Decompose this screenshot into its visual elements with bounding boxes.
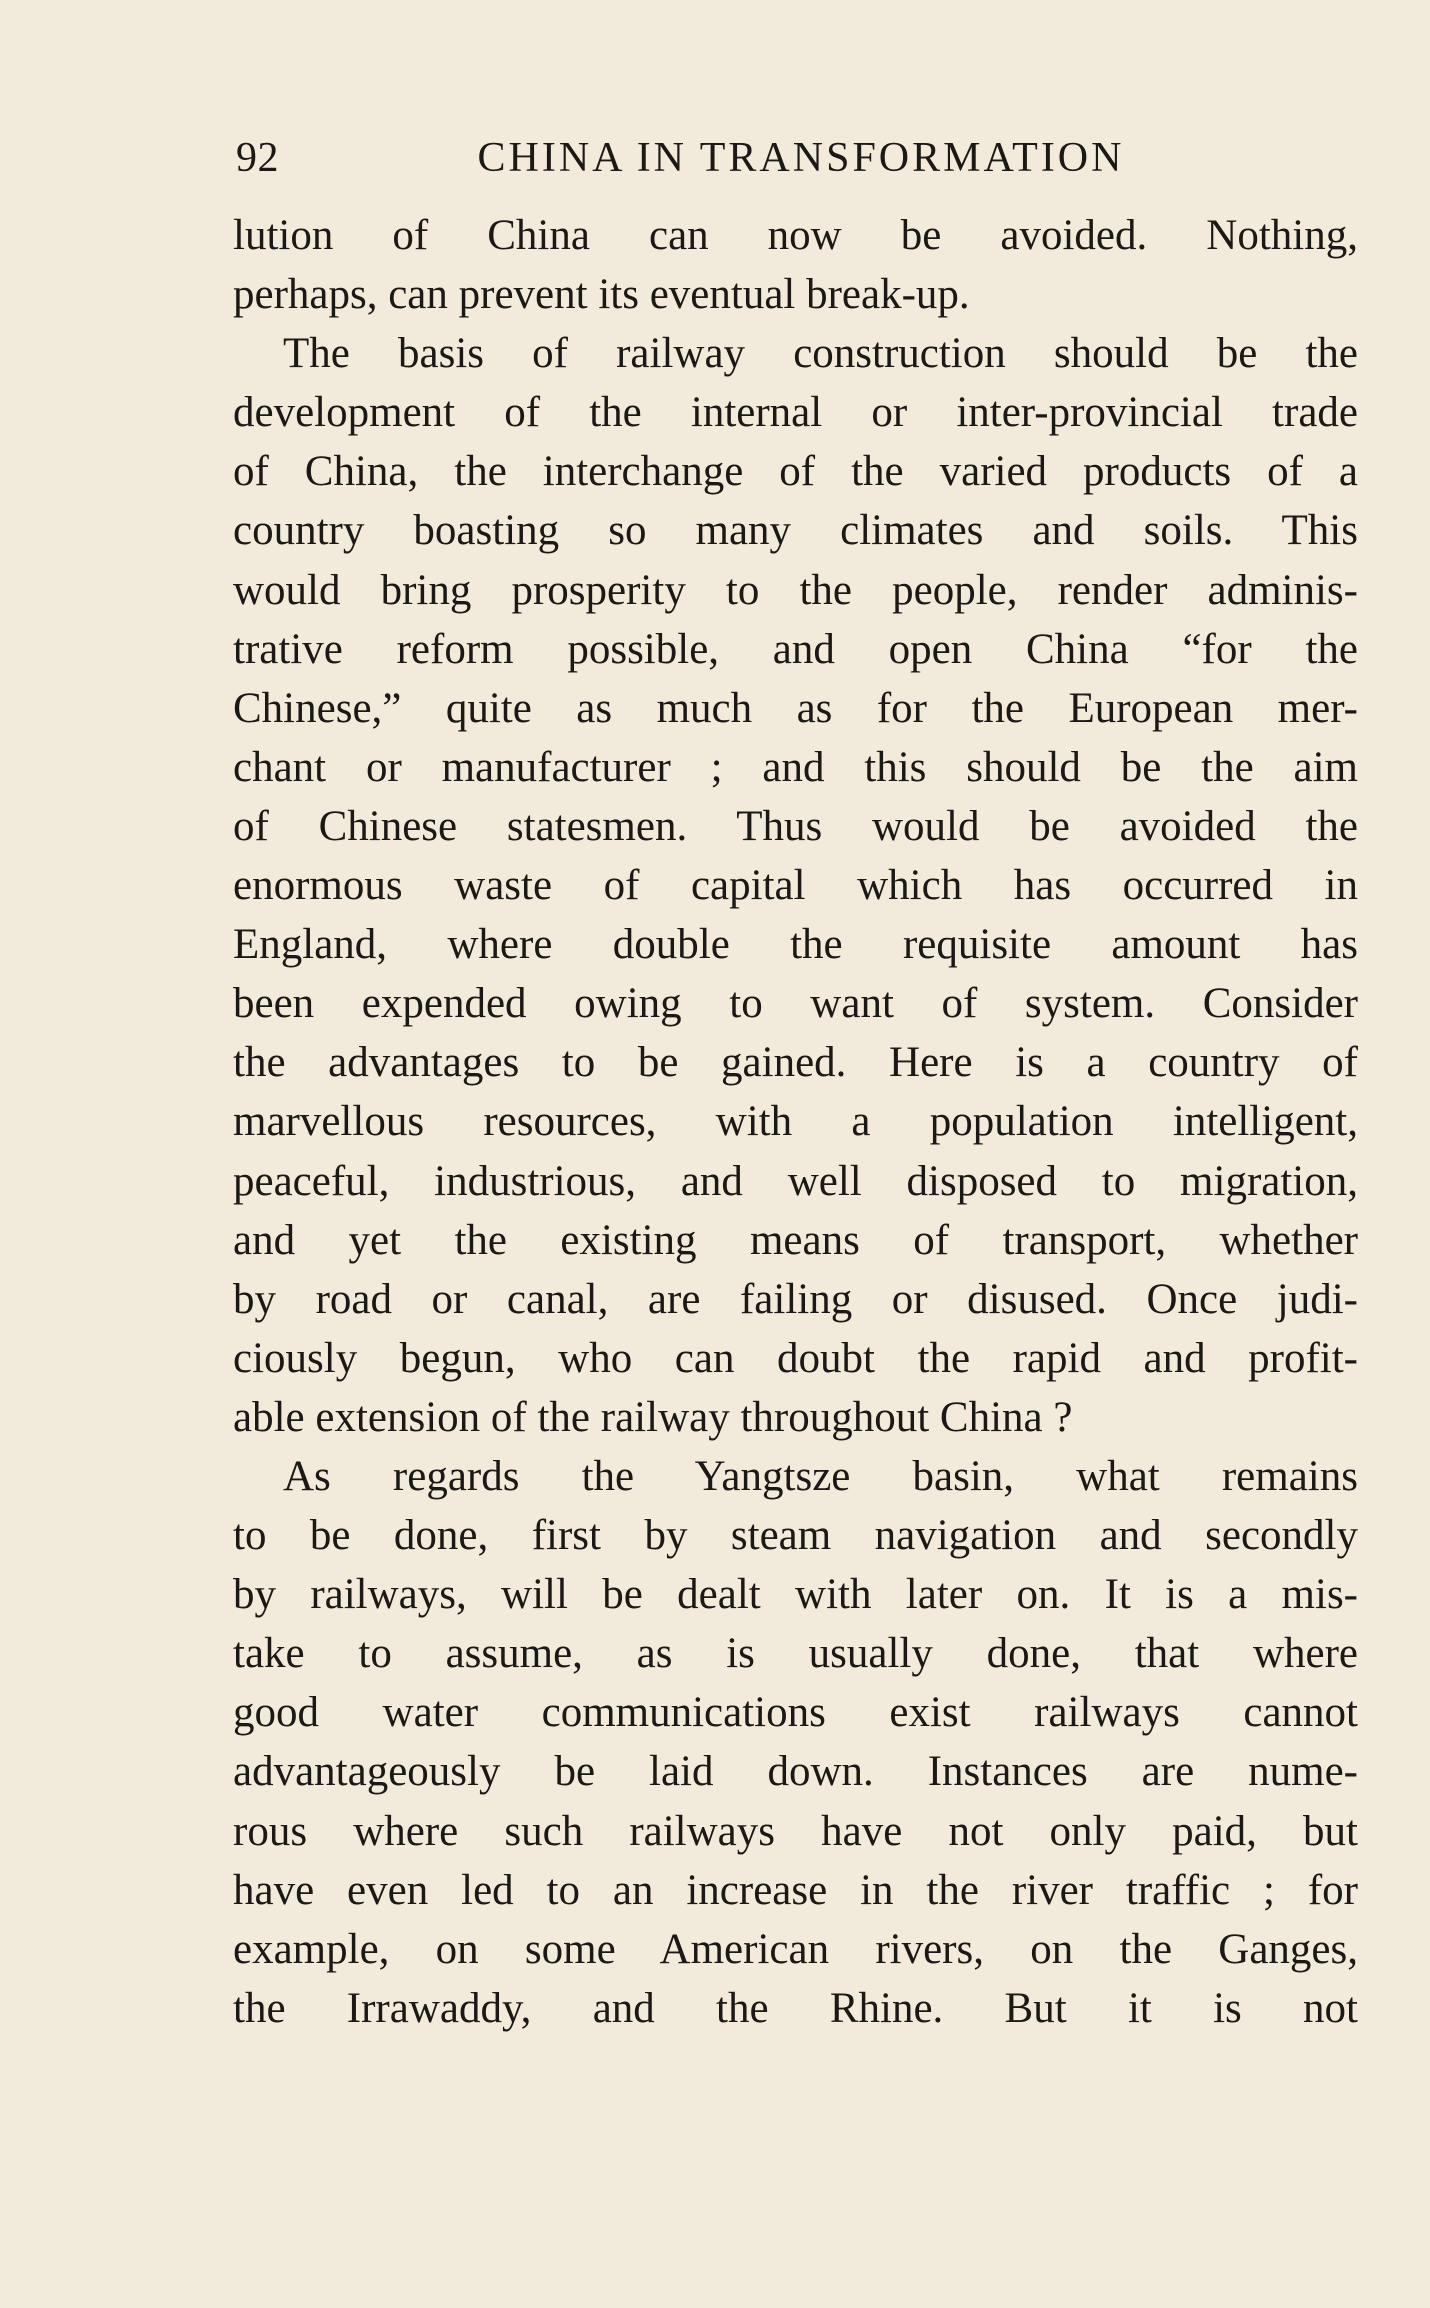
text-line: take to assume, as is usually done, that where — [233, 1630, 1358, 1678]
text-line: the Irrawaddy, and the Rhine. But it is not — [233, 1984, 1358, 2032]
text-line: of Chinese statesmen. Thus would be avoided the — [233, 802, 1358, 850]
text-line: to be done, first by steam navigation and secondly — [233, 1512, 1358, 1560]
text-line: example, on some American rivers, on the Ganges, — [233, 1925, 1358, 1973]
page-number: 92 — [236, 135, 279, 181]
running-head — [236, 128, 1366, 188]
text-line: lution of China can now be avoided. Nothing, — [233, 212, 1358, 259]
text-line: the advantages to be gained. Here is a country of — [233, 1039, 1358, 1087]
text-line: able extension of the railway throughout China ? — [233, 1393, 1073, 1441]
text-line: The basis of railway construction should be the — [283, 330, 1358, 378]
text-line: As regards the Yangtsze basin, what remains — [283, 1452, 1358, 1500]
text-line: rous where such railways have not only paid, but — [233, 1807, 1358, 1855]
text-line: development of the internal or inter-provincial trade — [233, 389, 1358, 437]
text-line: ciously begun, who can doubt the rapid and profit- — [233, 1334, 1358, 1382]
text-line: of China, the interchange of the varied products of a — [233, 448, 1358, 496]
text-line: country boasting so many climates and soils. This — [233, 507, 1358, 555]
text-line: enormous waste of capital which has occurred in — [233, 862, 1358, 910]
text-line: England, where double the requisite amount has — [233, 921, 1358, 969]
text-line: good water communications exist railways cannot — [233, 1689, 1358, 1737]
text-line: Chinese,” quite as much as for the European mer- — [233, 684, 1358, 732]
text-line: by road or canal, are failing or disused. Once judi- — [233, 1275, 1358, 1323]
text-line: been expended owing to want of system. Consider — [233, 980, 1358, 1028]
body-text — [233, 206, 1358, 2038]
running-title: CHINA IN TRANSFORMATION — [477, 135, 1125, 181]
text-line: and yet the existing means of transport, whether — [233, 1216, 1358, 1264]
text-line: marvellous resources, with a population intelligent, — [233, 1098, 1358, 1146]
text-line: peaceful, industrious, and well disposed to migration, — [233, 1157, 1358, 1205]
text-line: chant or manufacturer ; and this should be the aim — [233, 743, 1358, 791]
text-line: trative reform possible, and open China “for the — [233, 625, 1358, 673]
text-line: advantageously be laid down. Instances are nume- — [233, 1748, 1358, 1796]
text-line: have even led to an increase in the river traffic ; for — [233, 1866, 1358, 1914]
text-line: by railways, will be dealt with later on. It is a mis- — [233, 1571, 1358, 1619]
text-line: would bring prosperity to the people, render adminis- — [233, 566, 1358, 614]
text-line: perhaps, can prevent its eventual break-up. — [233, 271, 970, 319]
